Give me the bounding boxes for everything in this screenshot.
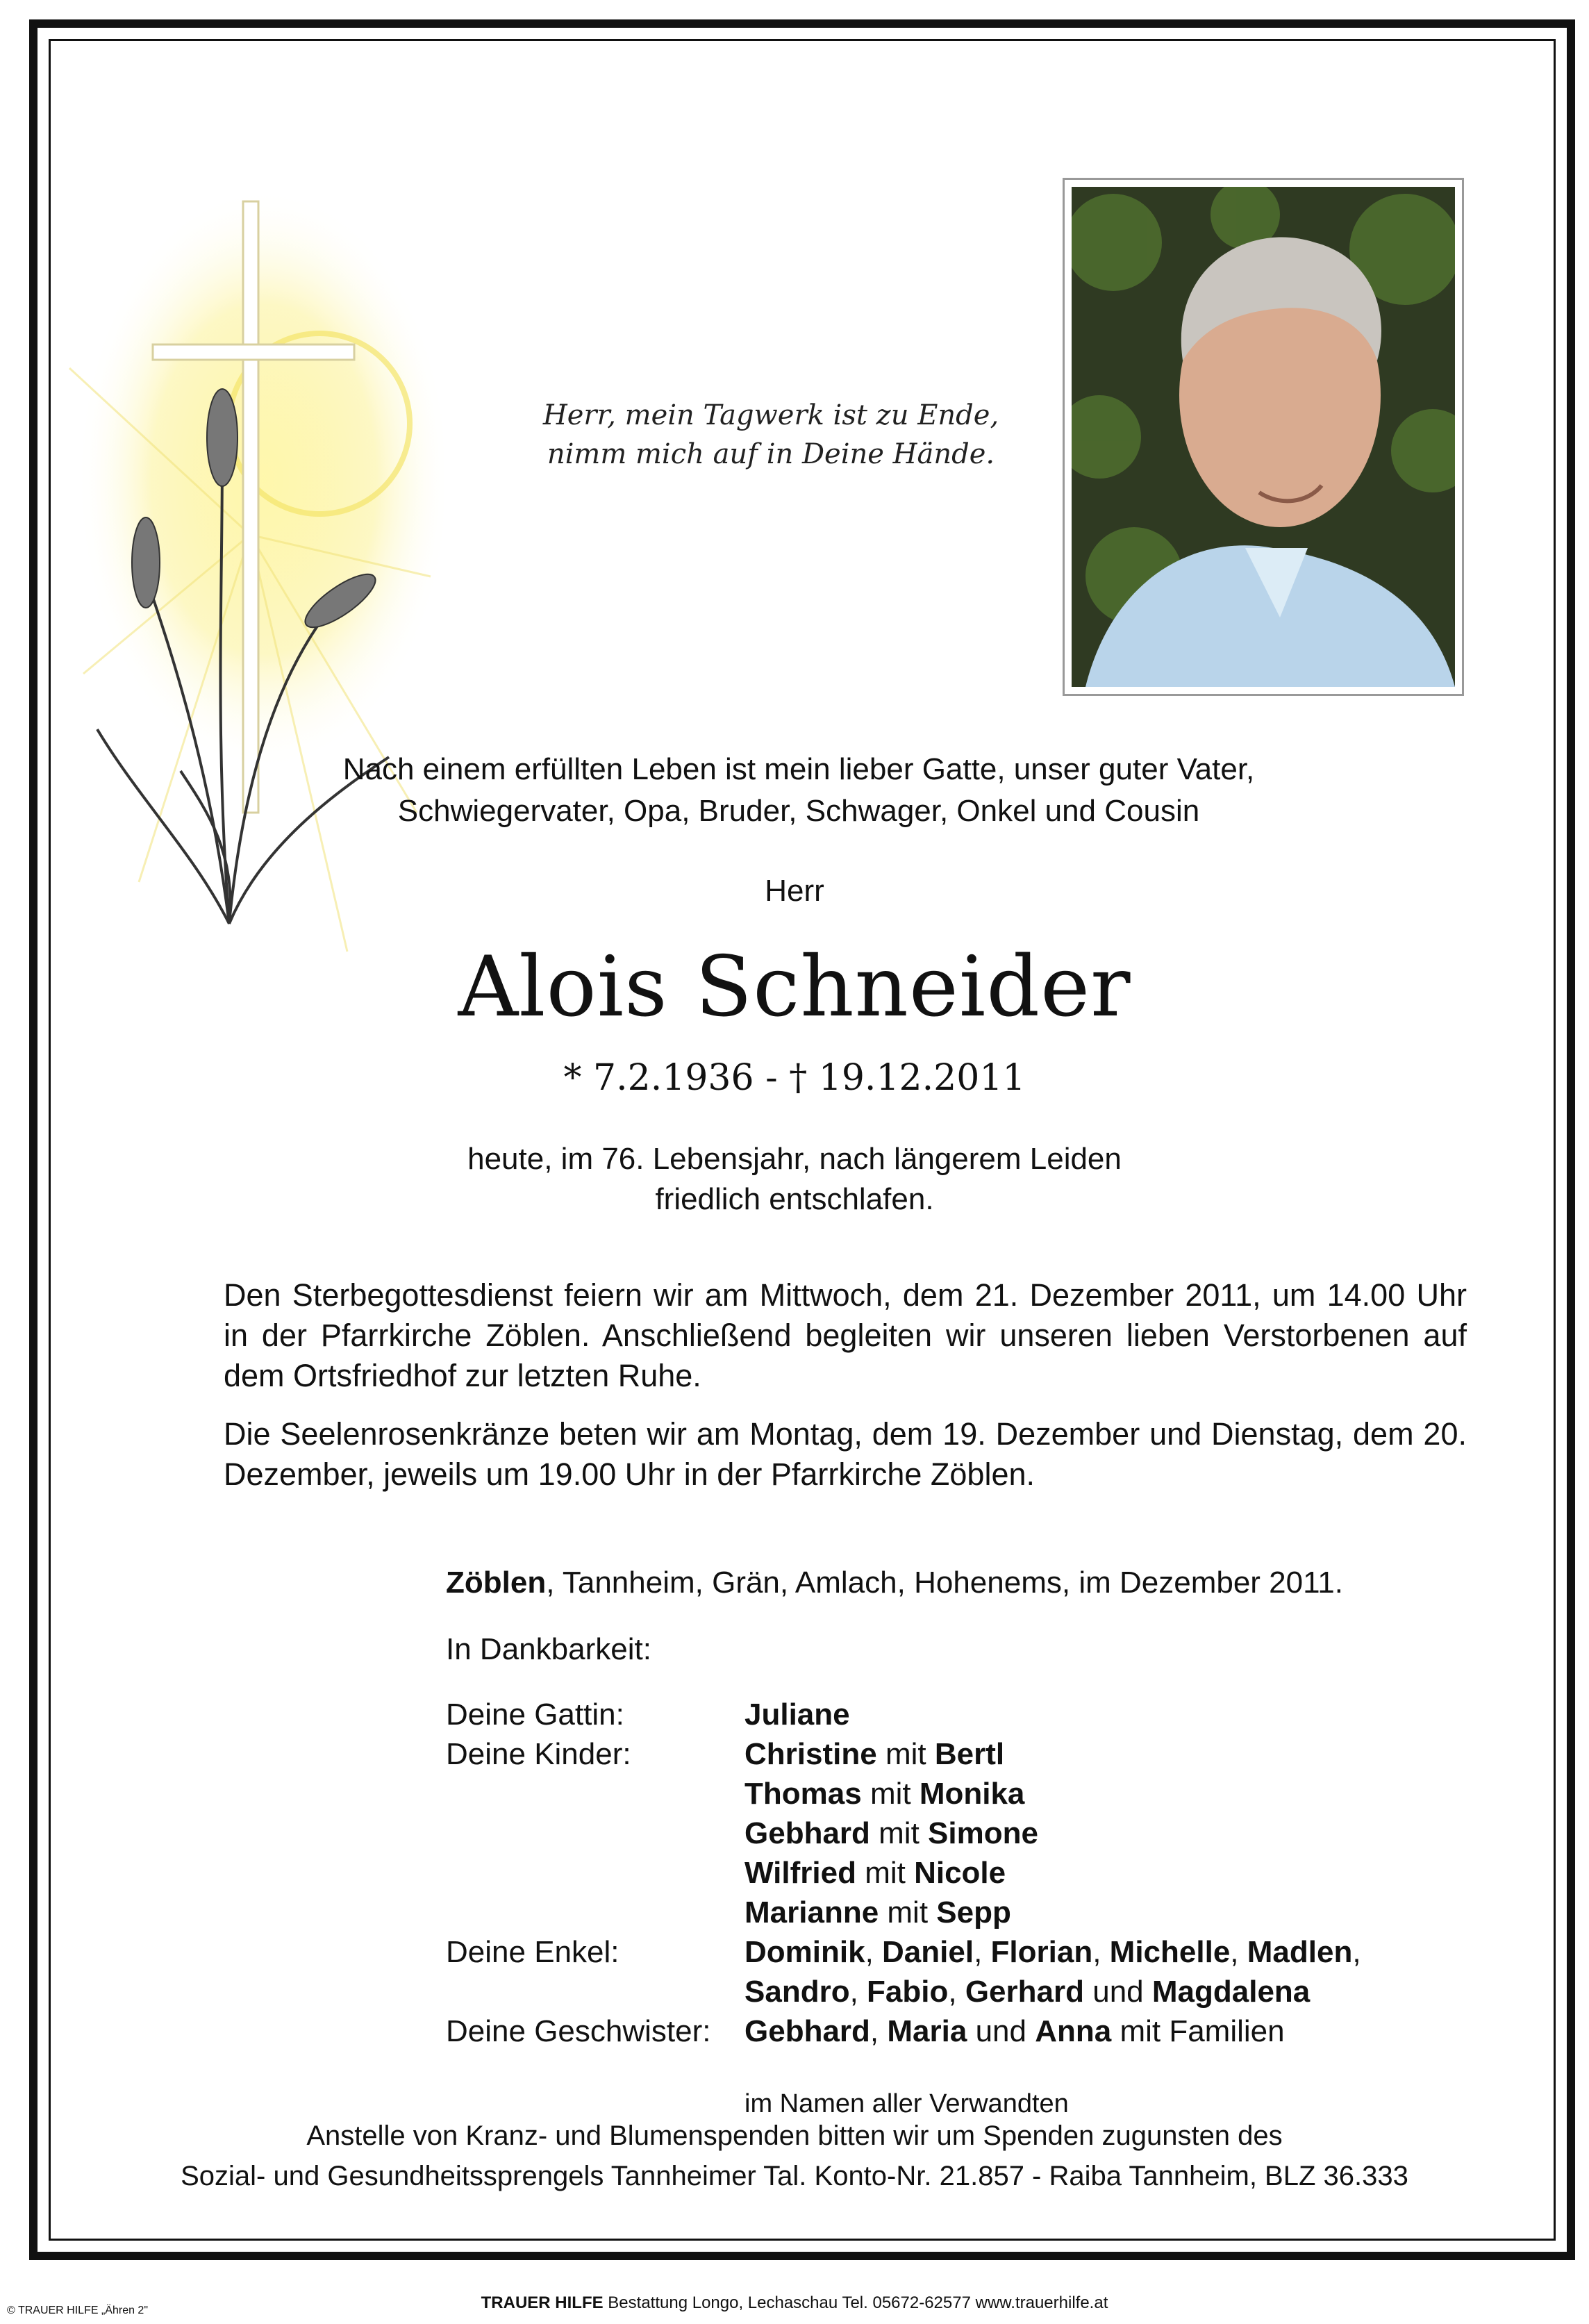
sibling-name: Gebhard xyxy=(744,2014,870,2048)
funeral-service-paragraph: Den Sterbegottesdienst feiern wir am Mittwoch, dem 21. Dezember 2011, um 14.00 Uhr in der Pfarrkirche Zöblen. Anschließend begleiten wir unseren lieben Verstorbenen auf dem Ortsfriedhof zur letzten Ruhe. xyxy=(224,1277,1467,1393)
child-mit: mit xyxy=(887,1895,929,1929)
copyright-note: © TRAUER HILFE „Ähren 2" xyxy=(7,2305,149,2316)
family-row-enkel xyxy=(446,1932,1418,2011)
grandchild-name: Florian xyxy=(990,1935,1093,1969)
quote xyxy=(500,396,1042,474)
rosary-paragraph: Die Seelenrosenkränze beten wir am Montag, dem 19. Dezember und Dienstag, dem 20. Dezember, jeweils um 19.00 Uhr in der Pfarrkirche Zöblen. xyxy=(224,1416,1467,1492)
footer-contact: Bestattung Longo, Lechaschau Tel. 05672-62577 www.trauerhilfe.at xyxy=(608,2293,1108,2312)
grandchild-name: Michelle xyxy=(1109,1935,1231,1969)
gattin-label: Deine Gattin: xyxy=(446,1698,624,1732)
child-name: Gebhard xyxy=(744,1816,870,1850)
portrait-photo xyxy=(1072,187,1455,687)
donation-line-1: Anstelle von Kranz- und Blumenspenden bitten wir um Spenden zugunsten des xyxy=(306,2120,1283,2151)
grandchild-name: Madlen xyxy=(1247,1935,1353,1969)
passing-line-1: heute, im 76. Lebensjahr, nach längerem Leiden xyxy=(467,1142,1122,1176)
location-rest: , Tannheim, Grän, Amlach, Hohenems, im Dezember 2011. xyxy=(546,1566,1344,1600)
geschwister-list: Gebhard, Maria und Anna mit Familien xyxy=(744,2014,1285,2048)
family-row-geschwister xyxy=(446,2011,1418,2051)
location-line xyxy=(446,1566,1343,1600)
donation-note xyxy=(0,2116,1589,2196)
relatives-note: im Namen aller Verwandten xyxy=(744,2089,1069,2118)
child-name: Thomas xyxy=(744,1777,862,1811)
child-mit: mit xyxy=(870,1777,911,1811)
child-name: Wilfried xyxy=(744,1856,856,1890)
geschwister-suffix: mit Familien xyxy=(1120,2014,1285,2048)
grandchild-name: Dominik xyxy=(744,1935,865,1969)
footer-imprint xyxy=(0,2293,1589,2313)
enkel-label: Deine Enkel: xyxy=(446,1935,619,1969)
portrait-photo-frame xyxy=(1063,178,1464,696)
child-partner: Simone xyxy=(928,1816,1038,1850)
footer-brand: TRAUER HILFE xyxy=(481,2293,604,2312)
family-list xyxy=(446,1695,1418,2051)
family-row-kinder xyxy=(446,1734,1418,1932)
enkel-list: Dominik, Daniel, Florian, Michelle, Madlen, Sandro, Fabio, Gerhard und Magdalena xyxy=(744,1935,1361,2009)
passing-line-2: friedlich entschlafen. xyxy=(655,1182,934,1216)
grandchild-name: Daniel xyxy=(882,1935,974,1969)
passing-text xyxy=(0,1139,1589,1220)
child-entry xyxy=(744,1774,1418,1813)
quote-line-1: Herr, mein Tagwerk ist zu Ende, xyxy=(542,399,999,431)
child-name: Christine xyxy=(744,1737,877,1771)
life-dates: * 7.2.1936 - † 19.12.2011 xyxy=(563,1057,1026,1099)
child-mit: mit xyxy=(879,1816,920,1850)
grandchild-name: Magdalena xyxy=(1151,1975,1311,2009)
child-entry xyxy=(744,1853,1418,1893)
intro-line-2: Schwiegervater, Opa, Bruder, Schwager, Onkel und Cousin xyxy=(397,794,1200,828)
child-mit: mit xyxy=(865,1856,906,1890)
enkel-und: und xyxy=(1092,1975,1144,2009)
child-mit: mit xyxy=(885,1737,926,1771)
grandchild-name: Fabio xyxy=(867,1975,949,2009)
deceased-name: Alois Schneider xyxy=(458,939,1131,1036)
quote-line-2: nimm mich auf in Deine Hände. xyxy=(547,438,995,470)
geschwister-und: und xyxy=(975,2014,1026,2048)
child-partner: Nicole xyxy=(914,1856,1006,1890)
gratitude-line: In Dankbarkeit: xyxy=(446,1632,651,1666)
intro-line-1: Nach einem erfüllten Leben ist mein lieber Gatte, unser guter Vater, xyxy=(342,752,1255,786)
child-name: Marianne xyxy=(744,1895,879,1929)
child-partner: Bertl xyxy=(934,1737,1005,1771)
child-entry xyxy=(744,1893,1418,1932)
kinder-list xyxy=(744,1734,1418,1932)
child-entry xyxy=(744,1813,1418,1853)
child-entry xyxy=(744,1734,1418,1774)
sibling-name: Anna xyxy=(1035,2014,1112,2048)
salutation: Herr xyxy=(765,874,824,908)
geschwister-label: Deine Geschwister: xyxy=(446,2014,711,2048)
location-bold: Zöblen xyxy=(446,1566,547,1600)
kinder-label: Deine Kinder: xyxy=(446,1737,631,1771)
grandchild-name: Gerhard xyxy=(965,1975,1084,2009)
gattin-name: Juliane xyxy=(744,1698,850,1732)
child-partner: Sepp xyxy=(936,1895,1011,1929)
grandchild-name: Sandro xyxy=(744,1975,850,2009)
intro-text xyxy=(292,749,1306,832)
child-partner: Monika xyxy=(919,1777,1025,1811)
sibling-name: Maria xyxy=(887,2014,967,2048)
donation-line-2: Sozial- und Gesundheitssprengels Tannheimer Tal. Konto-Nr. 21.857 - Raiba Tannheim, BLZ 36.333 xyxy=(181,2161,1408,2191)
family-row-gattin xyxy=(446,1695,1418,1734)
